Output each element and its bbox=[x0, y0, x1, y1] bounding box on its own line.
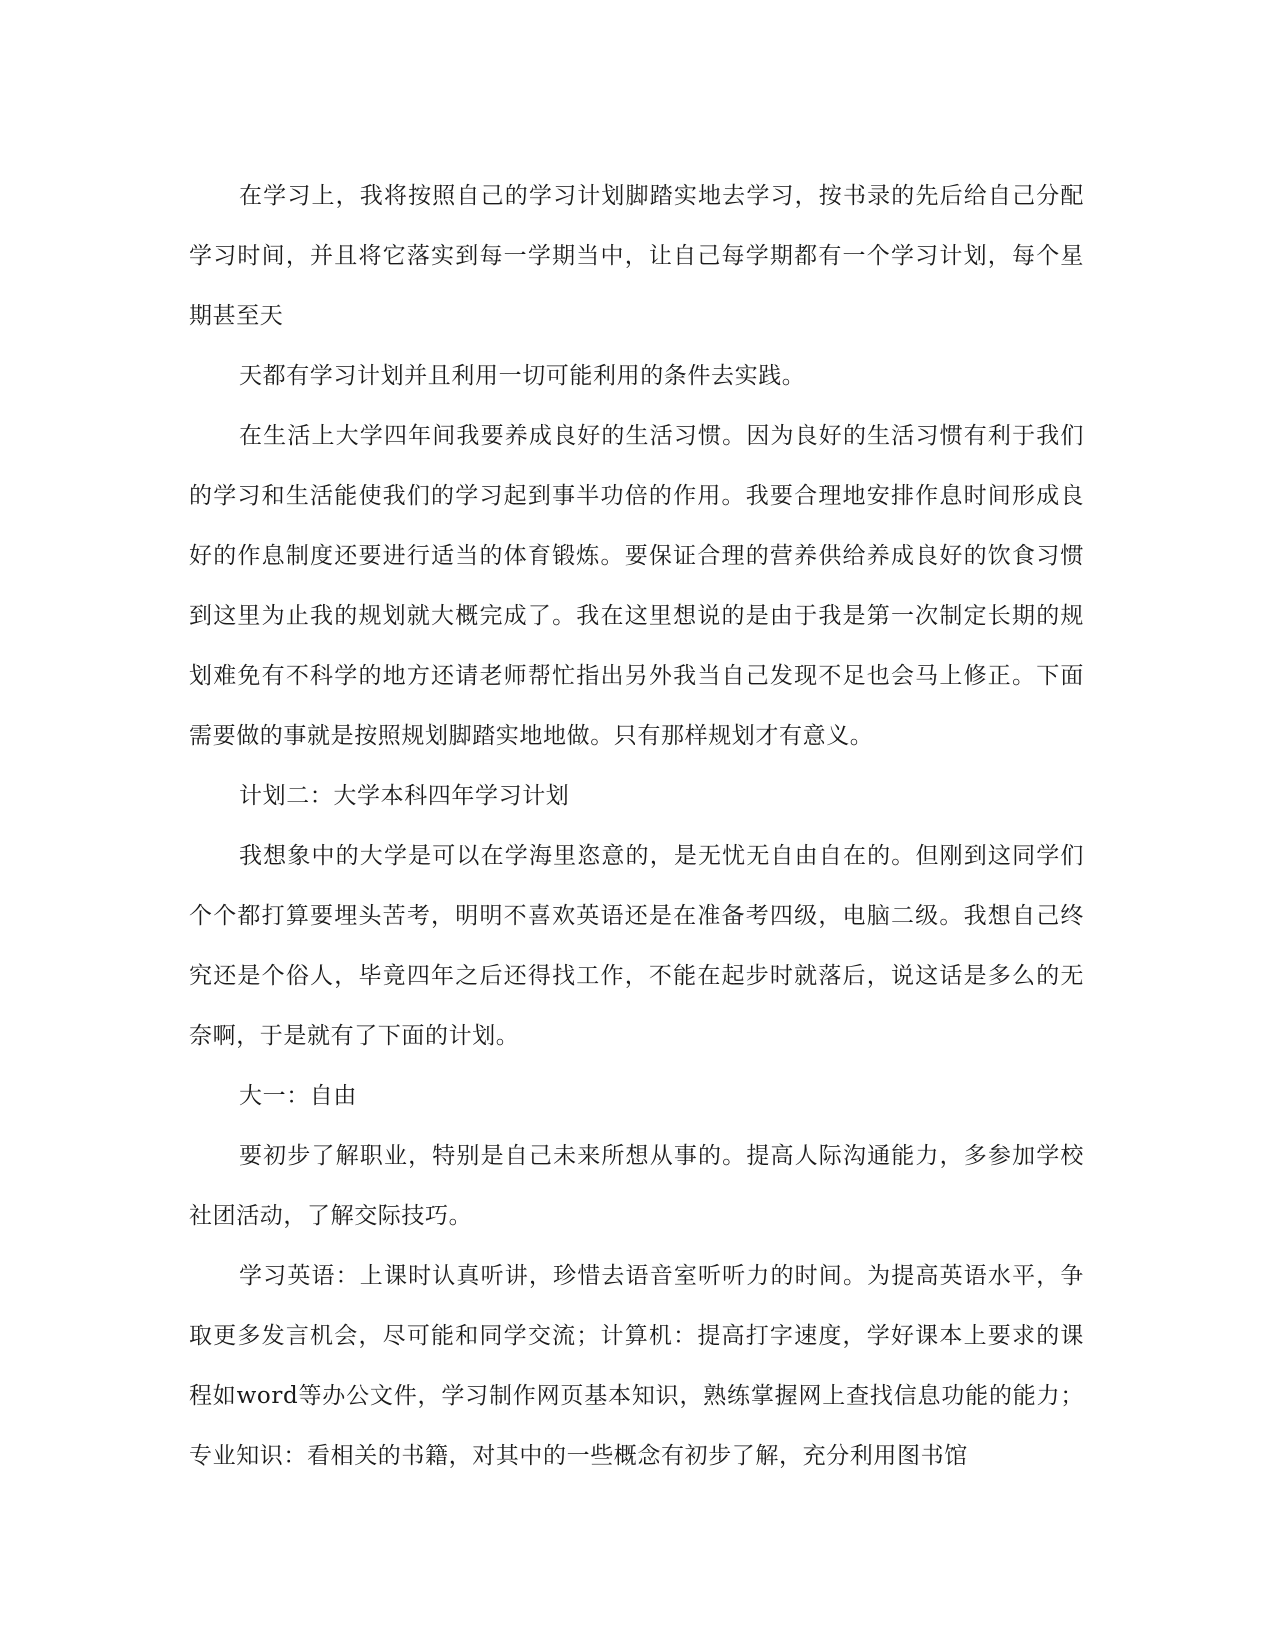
paragraph-career-understanding: 要初步了解职业，特别是自己未来所想从事的。提高人际沟通能力，多参加学校社团活动，了解交际技巧。 bbox=[189, 1143, 1084, 1229]
paragraph-life-habits: 在生活上大学四年间我要养成良好的生活习惯。因为良好的生活习惯有利于我们的学习和生活能使我们的学习起到事半功倍的作用。我要合理地安排作息时间形成良好的作息制度还要进行适当的体育锻炼。要保证合理的营养供给养成良好的饮食习惯到这里为止我的规划就大概完成了。我在这里想说的是由于我是第一次制定长期的规划难免有不科学的地方还请老师帮忙指出另外我当自己发现不足也会马上修正。下面需要做的事就是按照规划脚踏实地地做。只有那样规划才有意义。 bbox=[189, 423, 1084, 749]
document-body bbox=[189, 166, 1084, 1486]
paragraph-english-computer-study: 学习英语：上课时认真听讲，珍惜去语音室听听力的时间。为提高英语水平，争取更多发言机会，尽可能和同学交流；计算机：提高打字速度，学好课本上要求的课程如word等办公文件，学习制作网页基本知识，熟练掌握网上查找信息功能的能力；专业知识：看相关的书籍，对其中的一些概念有初步了解，充分利用图书馆 bbox=[189, 1263, 1084, 1469]
paragraph-imagined-university: 我想象中的大学是可以在学海里恣意的，是无忧无自由自在的。但刚到这同学们个个都打算要埋头苦考，明明不喜欢英语还是在准备考四级，电脑二级。我想自己终究还是个俗人，毕竟四年之后还得找工作，不能在起步时就落后，说这话是多么的无奈啊，于是就有了下面的计划。 bbox=[189, 843, 1084, 1049]
paragraph-study-plan: 在学习上，我将按照自己的学习计划脚踏实地去学习，按书录的先后给自己分配学习时间，并且将它落实到每一学期当中，让自己每学期都有一个学习计划，每个星期甚至天 bbox=[189, 183, 1084, 329]
paragraph-daily-plan: 天都有学习计划并且利用一切可能利用的条件去实践。 bbox=[239, 363, 806, 389]
section-heading-freshman: 大一：自由 bbox=[239, 1083, 357, 1109]
section-heading-plan-two: 计划二：大学本科四年学习计划 bbox=[239, 783, 570, 809]
